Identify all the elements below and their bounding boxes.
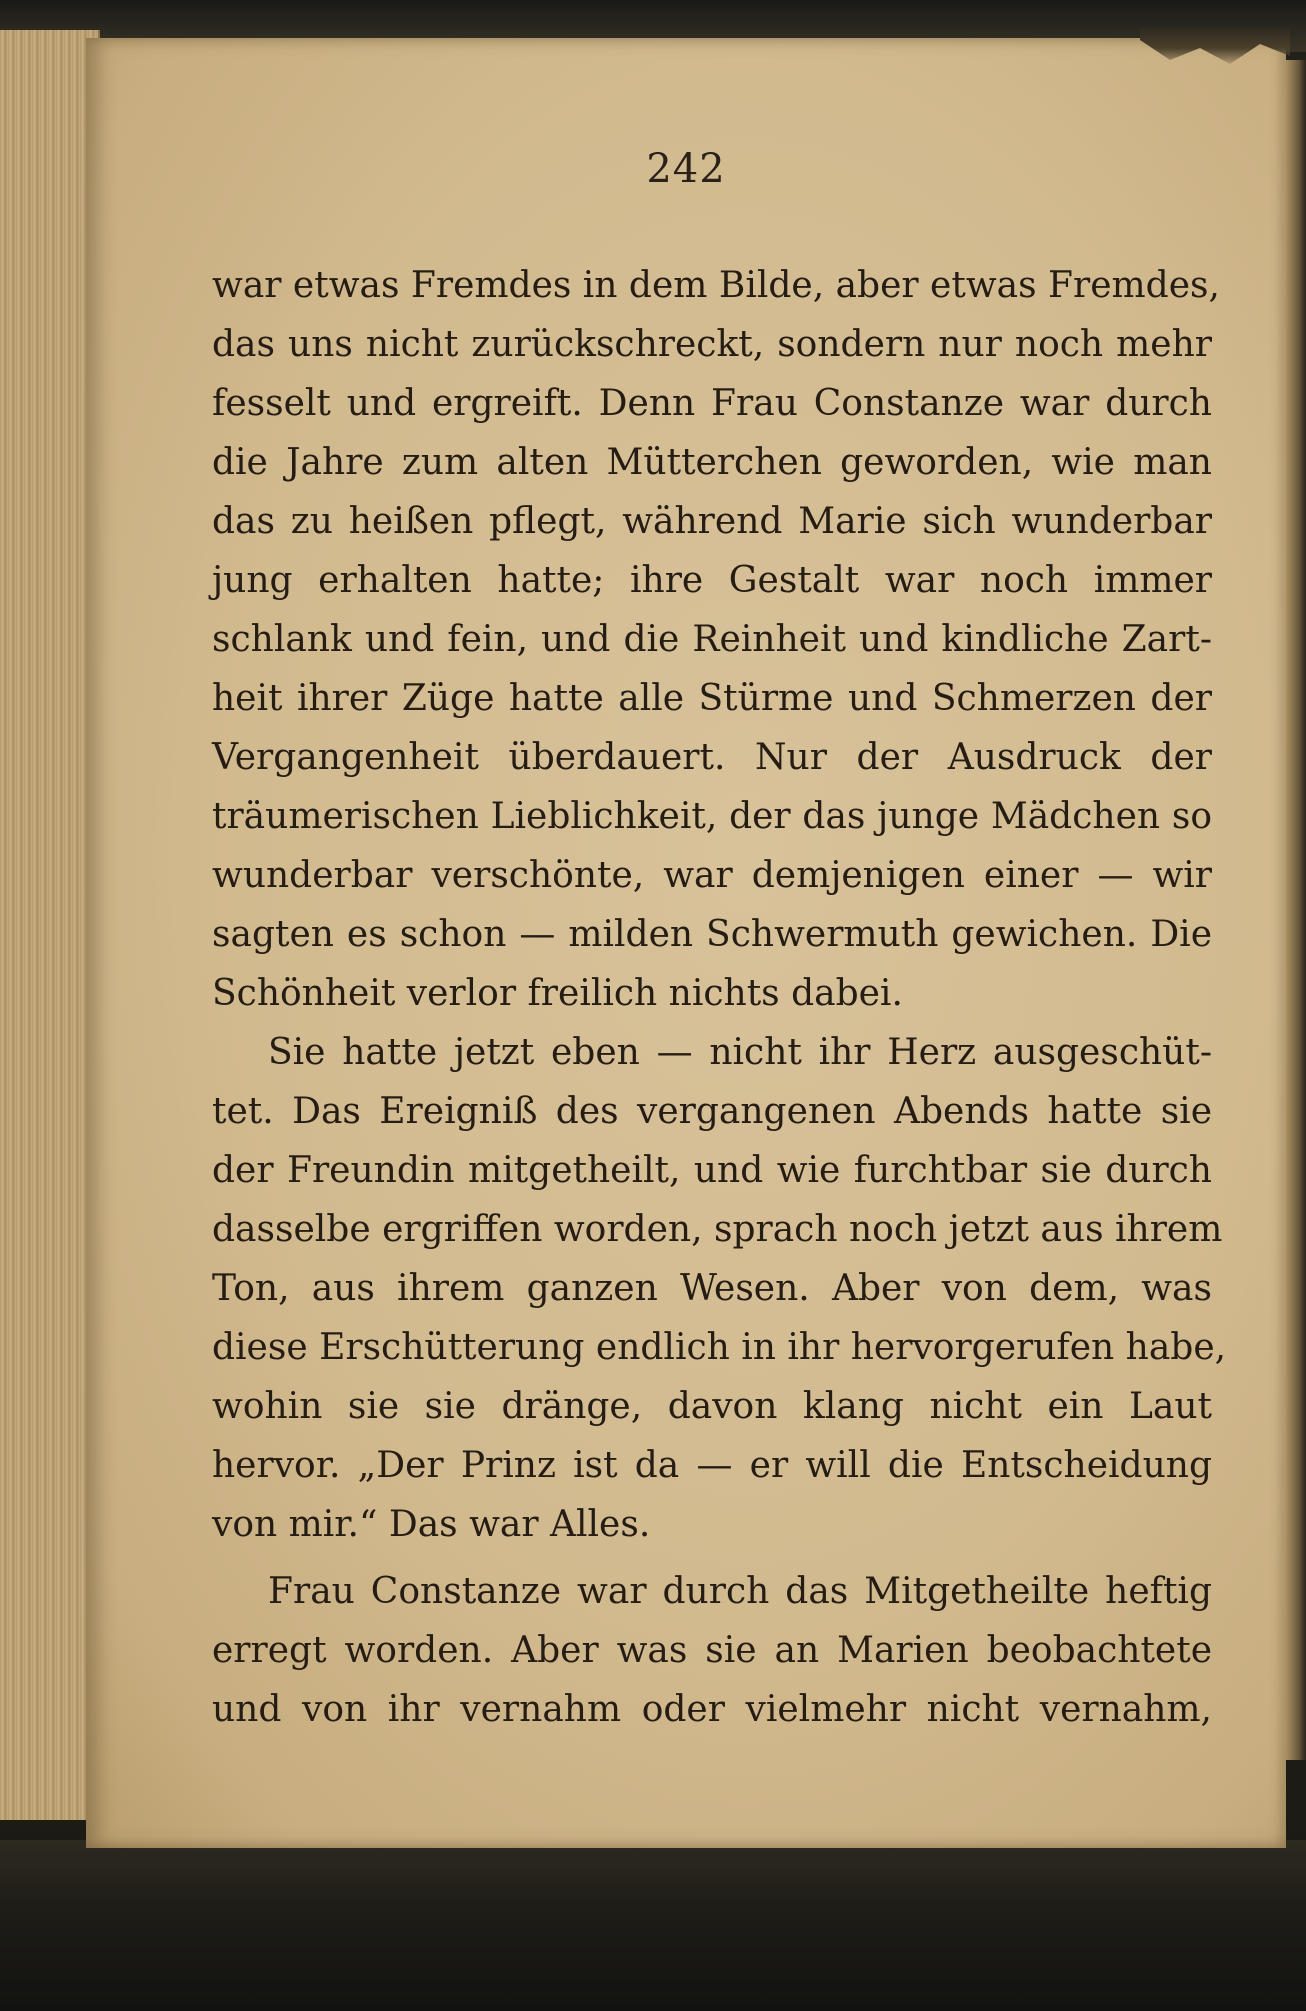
body-text	[212, 256, 1227, 1739]
text-line: der Freundin mitgetheilt, und wie furchtbar sie durch	[212, 1150, 1212, 1191]
stacked-page-edges	[0, 30, 100, 1820]
background-below-page	[0, 1840, 1306, 2011]
paragraph	[212, 1023, 1227, 1554]
text-line: und von ihr vernahm oder vielmehr nicht vernahm,	[212, 1689, 1212, 1730]
text-line: schlank und fein, und die Reinheit und kindliche Zart-	[212, 619, 1212, 660]
text-line: das zu heißen pflegt, während Marie sich wunderbar	[212, 501, 1212, 542]
text-line: wunderbar verschönte, war demjenigen einer — wir	[212, 855, 1212, 896]
text-line: sagten es schon — milden Schwermuth gewichen. Die	[212, 914, 1212, 955]
text-line: heit ihrer Züge hatte alle Stürme und Schmerzen der	[212, 678, 1212, 719]
page-number: 242	[646, 146, 726, 192]
book-page	[86, 38, 1286, 1848]
text-line: hervor. „Der Prinz ist da — er will die Entscheidung	[212, 1445, 1212, 1486]
text-line: erregt worden. Aber was sie an Marien beobachtete	[212, 1630, 1212, 1671]
paragraph	[212, 256, 1220, 1023]
text-line: war etwas Fremdes in dem Bilde, aber etwas Fremdes,	[212, 265, 1220, 306]
text-line: wohin sie sie dränge, davon klang nicht ein Laut	[212, 1386, 1212, 1427]
text-line: von mir.“ Das war Alles.	[212, 1504, 651, 1545]
text-line: fesselt und ergreift. Denn Frau Constanze war durch	[212, 383, 1212, 424]
text-line: dasselbe ergriffen worden, sprach noch jetzt aus ihrem	[212, 1209, 1223, 1250]
text-line: Sie hatte jetzt eben — nicht ihr Herz ausgeschüt-	[268, 1032, 1212, 1073]
text-line: diese Erschütterung endlich in ihr hervorgerufen habe,	[212, 1327, 1227, 1368]
paragraph	[212, 1562, 1212, 1739]
text-line: die Jahre zum alten Mütterchen geworden, wie man	[212, 442, 1212, 483]
text-line: Frau Constanze war durch das Mitgetheilte heftig	[268, 1571, 1212, 1612]
text-line: tet. Das Ereigniß des vergangenen Abends hatte sie	[212, 1091, 1212, 1132]
text-line: Vergangenheit überdauert. Nur der Ausdruck der	[212, 737, 1212, 778]
text-line: träumerischen Lieblichkeit, der das junge Mädchen so	[212, 796, 1212, 837]
paragraph-gap	[212, 1554, 1212, 1562]
text-line: Schönheit verlor freilich nichts dabei.	[212, 973, 903, 1014]
text-line: das uns nicht zurückschreckt, sondern nur noch mehr	[212, 324, 1212, 365]
text-line: Ton, aus ihrem ganzen Wesen. Aber von dem, was	[212, 1268, 1212, 1309]
text-line: jung erhalten hatte; ihre Gestalt war noch immer	[212, 560, 1212, 601]
